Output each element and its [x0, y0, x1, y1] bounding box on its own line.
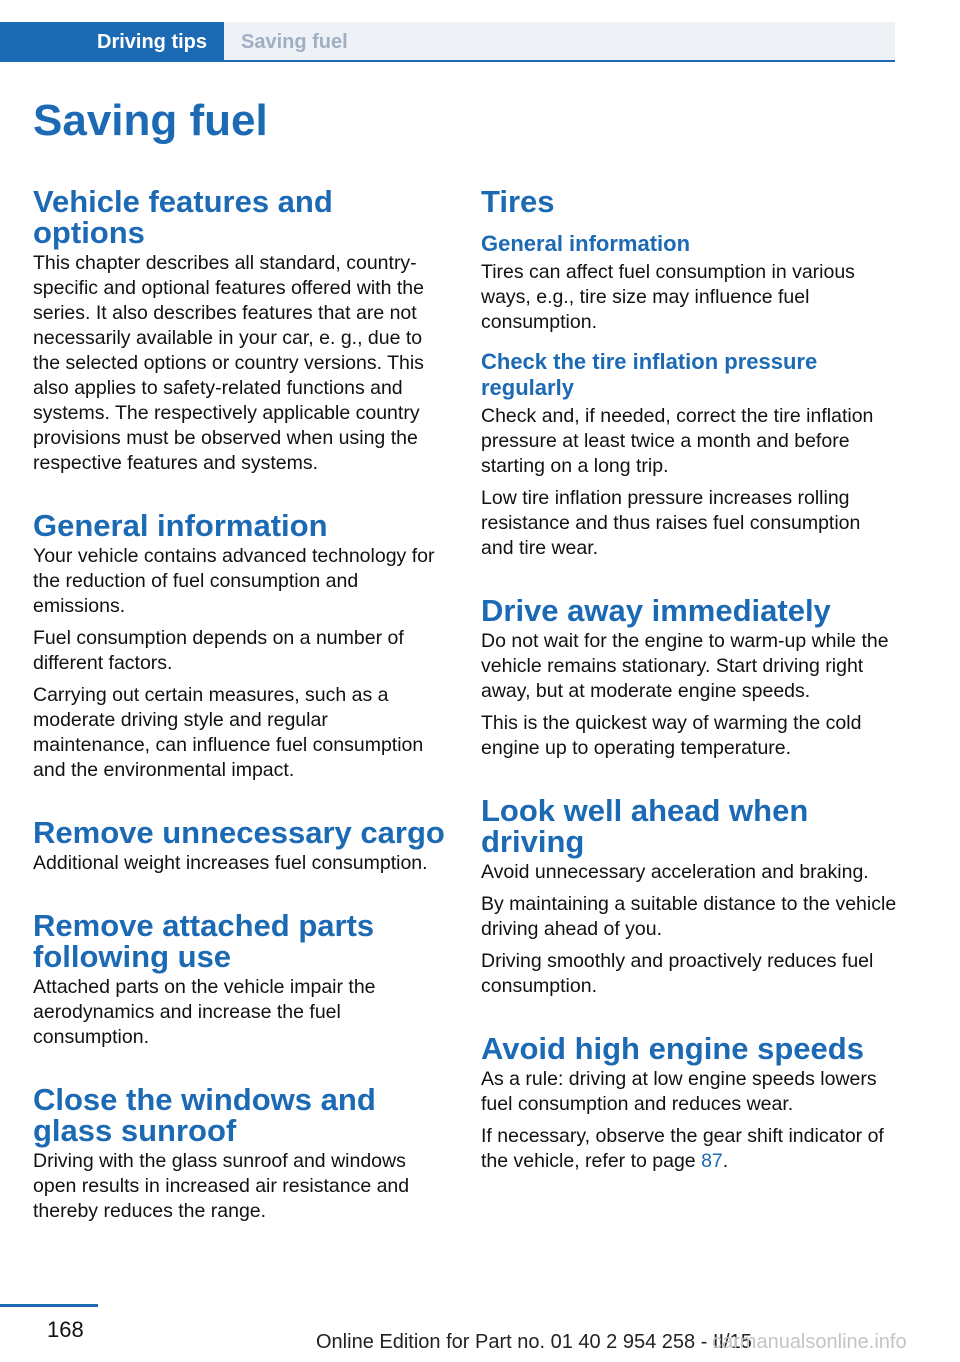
subheading-check-tire-pressure: Check the tire inflation pressure regularly	[481, 349, 818, 400]
paragraph: Low tire inflation pressure increases rolling resistance and thus raises fuel consumption and tire wear.	[481, 487, 861, 559]
paragraph: Carrying out certain measures, such as a moderate driving style and regular maintenance, can influence fuel consumption and the environmental impact.	[33, 684, 424, 781]
paragraph: Driving with the glass sunroof and windows open results in increased air resistance and thereby reduces the range.	[33, 1150, 410, 1222]
header-divider	[0, 60, 895, 62]
paragraph-end: .	[722, 1150, 729, 1172]
heading-drive-away: Drive away immediately	[481, 593, 831, 628]
paragraph-text: If necessary, observe the gear shift indicator of the vehicle, refer to page	[481, 1125, 884, 1172]
right-column	[481, 186, 897, 1174]
paragraph-gear-shift	[481, 1124, 897, 1174]
heading-tires: Tires	[481, 184, 555, 219]
header-tab-bar	[0, 22, 895, 62]
page-reference-link[interactable]: 87	[701, 1150, 723, 1172]
paragraph: Tires can affect fuel consumption in various ways, e.g., tire size may influence fuel consumption.	[481, 261, 855, 333]
subheading-general-information: General information	[481, 231, 691, 256]
paragraph: Additional weight increases fuel consumption.	[33, 852, 428, 874]
heading-general-information: General information	[33, 508, 328, 543]
footer-edition: Online Edition for Part no. 01 40 2 954 258 - II/15	[316, 1331, 752, 1353]
heading-look-ahead: Look well ahead when driving	[481, 793, 809, 859]
paragraph: Your vehicle contains advanced technology for the reduction of fuel consumption and emissions.	[33, 545, 435, 617]
paragraph: Fuel consumption depends on a number of different factors.	[33, 627, 404, 674]
tab-saving-fuel[interactable]	[224, 22, 895, 62]
paragraph: Check and, if needed, correct the tire inflation pressure at least twice a month and before starting on a long trip.	[481, 405, 874, 477]
paragraph: This is the quickest way of warming the cold engine up to operating temperature.	[481, 712, 862, 759]
page-number-rule	[0, 1304, 98, 1307]
left-column	[33, 186, 449, 1224]
heading-avoid-high-speeds: Avoid high engine speeds	[481, 1031, 864, 1066]
paragraph: As a rule: driving at low engine speeds lowers fuel consumption and reduces wear.	[481, 1068, 877, 1115]
tab-saving-fuel-label: Saving fuel	[241, 31, 348, 53]
tab-driving-tips-label: Driving tips	[97, 31, 208, 53]
heading-close-windows: Close the windows and glass sunroof	[33, 1082, 376, 1148]
heading-remove-attached-parts: Remove attached parts following use	[33, 908, 375, 974]
tab-driving-tips[interactable]	[0, 22, 224, 62]
paragraph: Driving smoothly and proactively reduces fuel consumption.	[481, 950, 874, 997]
heading-vehicle-features: Vehicle features and options	[33, 184, 333, 250]
paragraph: Attached parts on the vehicle impair the aerodynamics and increase the fuel consumption.	[33, 976, 376, 1048]
page-title: Saving fuel	[33, 96, 268, 145]
paragraph: Do not wait for the engine to warm-up while the vehicle remains stationary. Start driving right away, but at moderate engine speeds.	[481, 630, 889, 702]
paragraph: By maintaining a suitable distance to the vehicle driving ahead of you.	[481, 893, 897, 940]
page-number: 168	[47, 1317, 84, 1342]
watermark: carmanualsonline.info	[712, 1331, 907, 1353]
heading-remove-cargo: Remove unnecessary cargo	[33, 815, 445, 850]
paragraph: Avoid unnecessary acceleration and braking.	[481, 861, 869, 883]
paragraph: This chapter describes all standard, country-specific and optional features offered with the series. It also describes features that are not necessarily available in your car, e. g., due to the selected options or country versions. This also applies to safety-related functions and systems. The respectively applicable country provisions must be observed when using the respective features and systems.	[33, 252, 424, 474]
